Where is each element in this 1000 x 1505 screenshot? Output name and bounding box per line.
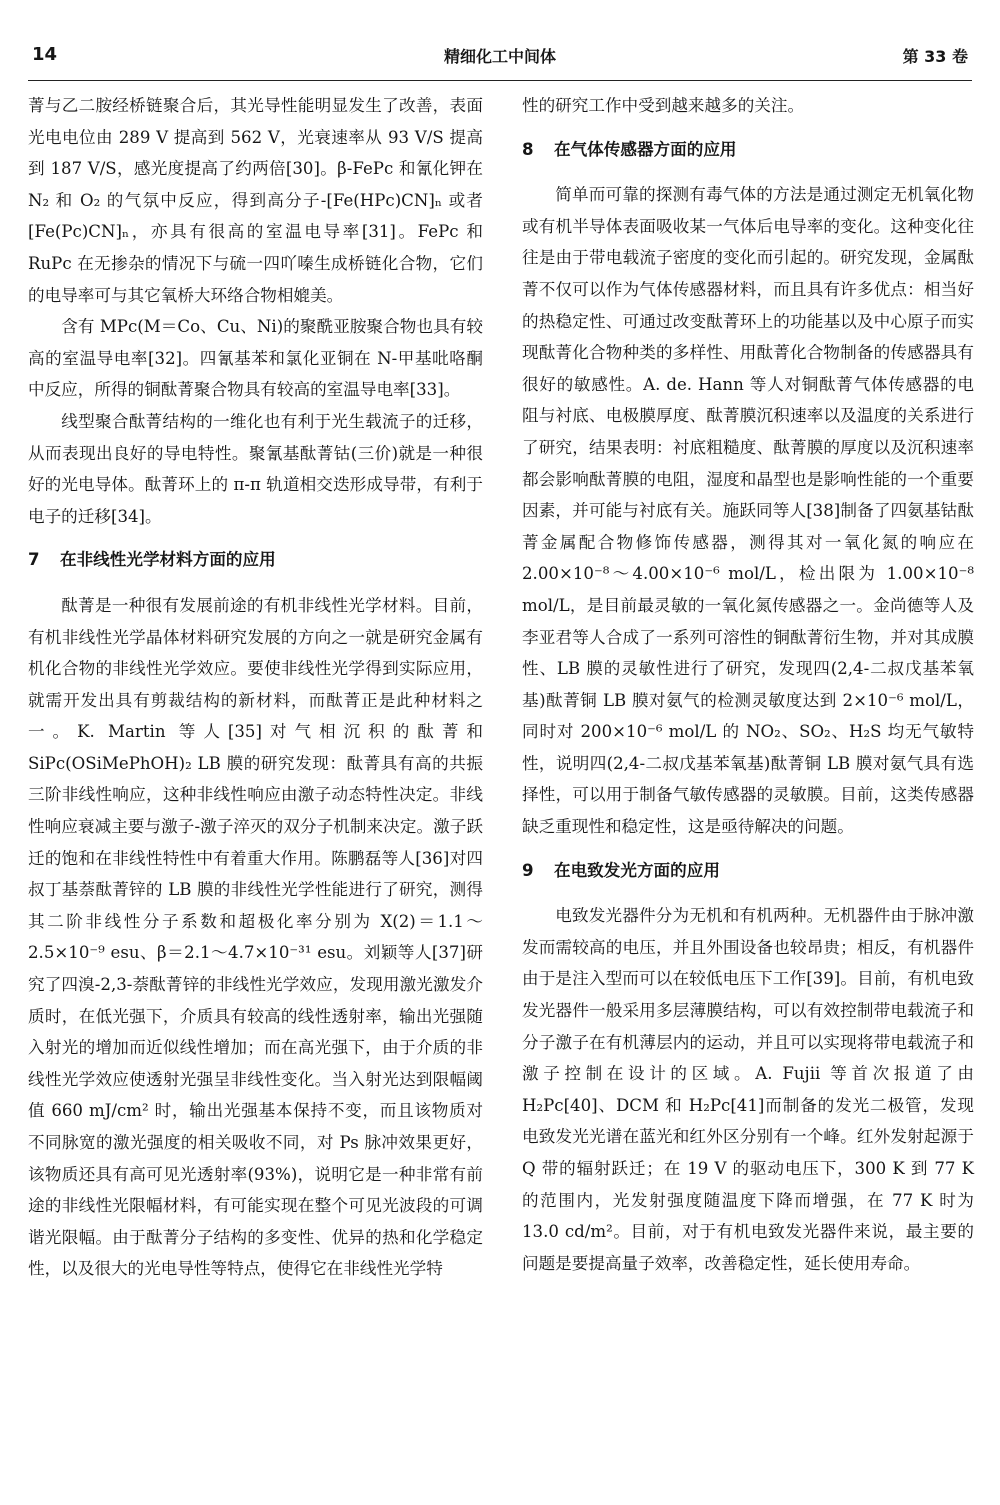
section-title: 在气体传感器方面的应用: [554, 139, 737, 159]
section-number: 7: [28, 550, 40, 570]
page-number: 14: [32, 44, 58, 65]
section-heading-8: [522, 134, 974, 166]
section-number: 8: [522, 139, 534, 159]
paragraph: 酞菁是一种很有发展前途的有机非线性光学材料。目前，有机非线性光学晶体材料研究发展的方向之一就是研究金属有机化合物的非线性光学效应。要使非线性光学得到实际应用，就需开发出具有剪裁结构的新材料，而酞菁正是此种材料之一。K. Martin 等人[35]对气相沉积的酞菁和 SiPc(OSiMePhOH)₂ LB 膜的研究发现：酞菁具有高的共振三阶非线性响应，这种非线性响应由激子动态特性决定。非线性响应衰减主要与激子-激子淬灭的双分子机制来决定。激子跃迁的饱和在非线性特性中有着重大作用。陈鹏磊等人[36]对四叔丁基萘酞菁锌的 LB 膜的非线性光学性能进行了研究，测得其二阶非线性分子系数和超极化率分别为 X(2)＝1.1～2.5×10⁻⁹ esu、β＝2.1～4.7×10⁻³¹ esu。刘颖等人[37]研究了四溴-2,3-萘酞菁锌的非线性光学效应，发现用激光激发介质时，在低光强下，介质具有较高的线性透射率，输出光强随入射光的增加而近似线性增加；而在高光强下，由于介质的非线性光学效应使透射光强呈非线性变化。当入射光达到限幅阈值 660 mJ/cm² 时，输出光强基本保持不变，而且该物质对不同脉宽的激光强度的相关吸收不同，对 Ps 脉冲效果更好，该物质还具有高可见光透射率(93%)，说明它是一种非常有前途的非线性光限幅材料，有可能实现在整个可见光波段的可调谐光限幅。由于酞菁分子结构的多变性、优异的热和化学稳定性，以及很大的光电导性等特点，使得它在非线性光学特: [28, 595, 483, 1279]
paragraph: 线型聚合酞菁结构的一维化也有利于光生载流子的迁移，从而表现出良好的导电特性。聚氰基酞菁钴(三价)就是一种很好的光电导体。酞菁环上的 π-π 轨道相交迭形成导带，有利于电子的迁移[34]。: [28, 411, 483, 526]
paragraph: 菁与乙二胺经桥链聚合后，其光导性能明显发生了改善，表面光电电位由 289 V 提高到 562 V，光衰速率从 93 V/S 提高到 187 V/S，感光度提高了约两倍[30]。β-FePc 和氰化钾在 N₂ 和 O₂ 的气氛中反应，得到高分子-[Fe(HPc)CN]ₙ 或者[Fe(Pc)CN]ₙ，亦具有很高的室温电导率[31]。FePc 和 RuPc 在无掺杂的情况下与硫一四吖嗪生成桥链化合物，它们的电导率可与其它氧桥大环络合物相媲美。: [28, 96, 483, 305]
section-title: 在电致发光方面的应用: [554, 860, 720, 880]
left-column: [28, 90, 483, 1485]
section-heading-7: [28, 544, 483, 576]
section-number: 9: [522, 860, 534, 880]
paragraph: 简单而可靠的探测有毒气体的方法是通过测定无机氧化物或有机半导体表面吸收某一气体后电导率的变化。这种变化往往是由于带电载流子密度的变化而引起的。研究发现，金属酞菁不仅可以作为气体传感器材料，而且具有许多优点：相当好的热稳定性、可通过改变酞菁环上的功能基以及中心原子而实现酞菁化合物种类的多样性、用酞菁化合物制备的传感器具有很好的敏感性。A. de. Hann 等人对铜酞菁气体传感器的电阻与衬底、电极膜厚度、酞菁膜沉积速率以及温度的关系进行了研究，结果表明：衬底粗糙度、酞菁膜的厚度以及沉积速率都会影响酞菁膜的电阻，湿度和晶型也是影响性能的一个重要因素，并可能与衬底有关。施跃同等人[38]制备了四氨基钴酞菁金属配合物修饰传感器，测得其对一氧化氮的响应在 2.00×10⁻⁸～4.00×10⁻⁶ mol/L，检出限为 1.00×10⁻⁸ mol/L，是目前最灵敏的一氧化氮传感器之一。金尚德等人及李亚君等人合成了一系列可溶性的铜酞菁衍生物，并对其成膜性、LB 膜的灵敏性进行了研究，发现四(2,4-二叔戊基苯氧基)酞菁铜 LB 膜对氨气的检测灵敏度达到 2×10⁻⁶ mol/L，同时对 200×10⁻⁶ mol/L 的 NO₂、SO₂、H₂S 均无气敏特性，说明四(2,4-二叔戊基苯氧基)酞菁铜 LB 膜对氨气具有选择性，可以用于制备气敏传感器的灵敏膜。目前，这类传感器缺乏重现性和稳定性，这是亟待解决的问题。: [522, 185, 974, 837]
right-column: [522, 90, 974, 1485]
paragraph: 含有 MPc(M＝Co、Cu、Ni)的聚酰亚胺聚合物也具有较高的室温导电率[32]。四氰基苯和氯化亚铜在 N-甲基吡咯酮中反应，所得的铜酞菁聚合物具有较高的室温导电率[33]。: [28, 317, 483, 400]
paragraph: 性的研究工作中受到越来越多的关注。: [522, 96, 805, 115]
section-title: 在非线性光学材料方面的应用: [60, 550, 276, 570]
page-header: [28, 40, 972, 81]
journal-title: 精细化工中间体: [443, 47, 556, 66]
section-heading-9: [522, 855, 974, 887]
volume-label: 第 33 卷: [902, 47, 968, 66]
paragraph: 电致发光器件分为无机和有机两种。无机器件由于脉冲激发而需较高的电压，并且外围设备也较昂贵；相反，有机器件由于是注入型而可以在较低电压下工作[39]。目前，有机电致发光器件一般采用多层薄膜结构，可以有效控制带电载流子和分子激子在有机薄层内的运动，并且可以实现将带电载流子和激子控制在设计的区域。A. Fujii 等首次报道了由 H₂Pc[40]、DCM 和 H₂Pc[41]而制备的发光二极管，发现电致发光光谱在蓝光和红外区分别有一个峰。红外发射起源于 Q 带的辐射跃迁；在 19 V 的驱动电压下，300 K 到 77 K 的范围内，光发射强度随温度下降而增强，在 77 K 时为 13.0 cd/m²。目前，对于有机电致发光器件来说，最主要的问题是要提高量子效率，改善稳定性，延长使用寿命。: [522, 906, 974, 1273]
